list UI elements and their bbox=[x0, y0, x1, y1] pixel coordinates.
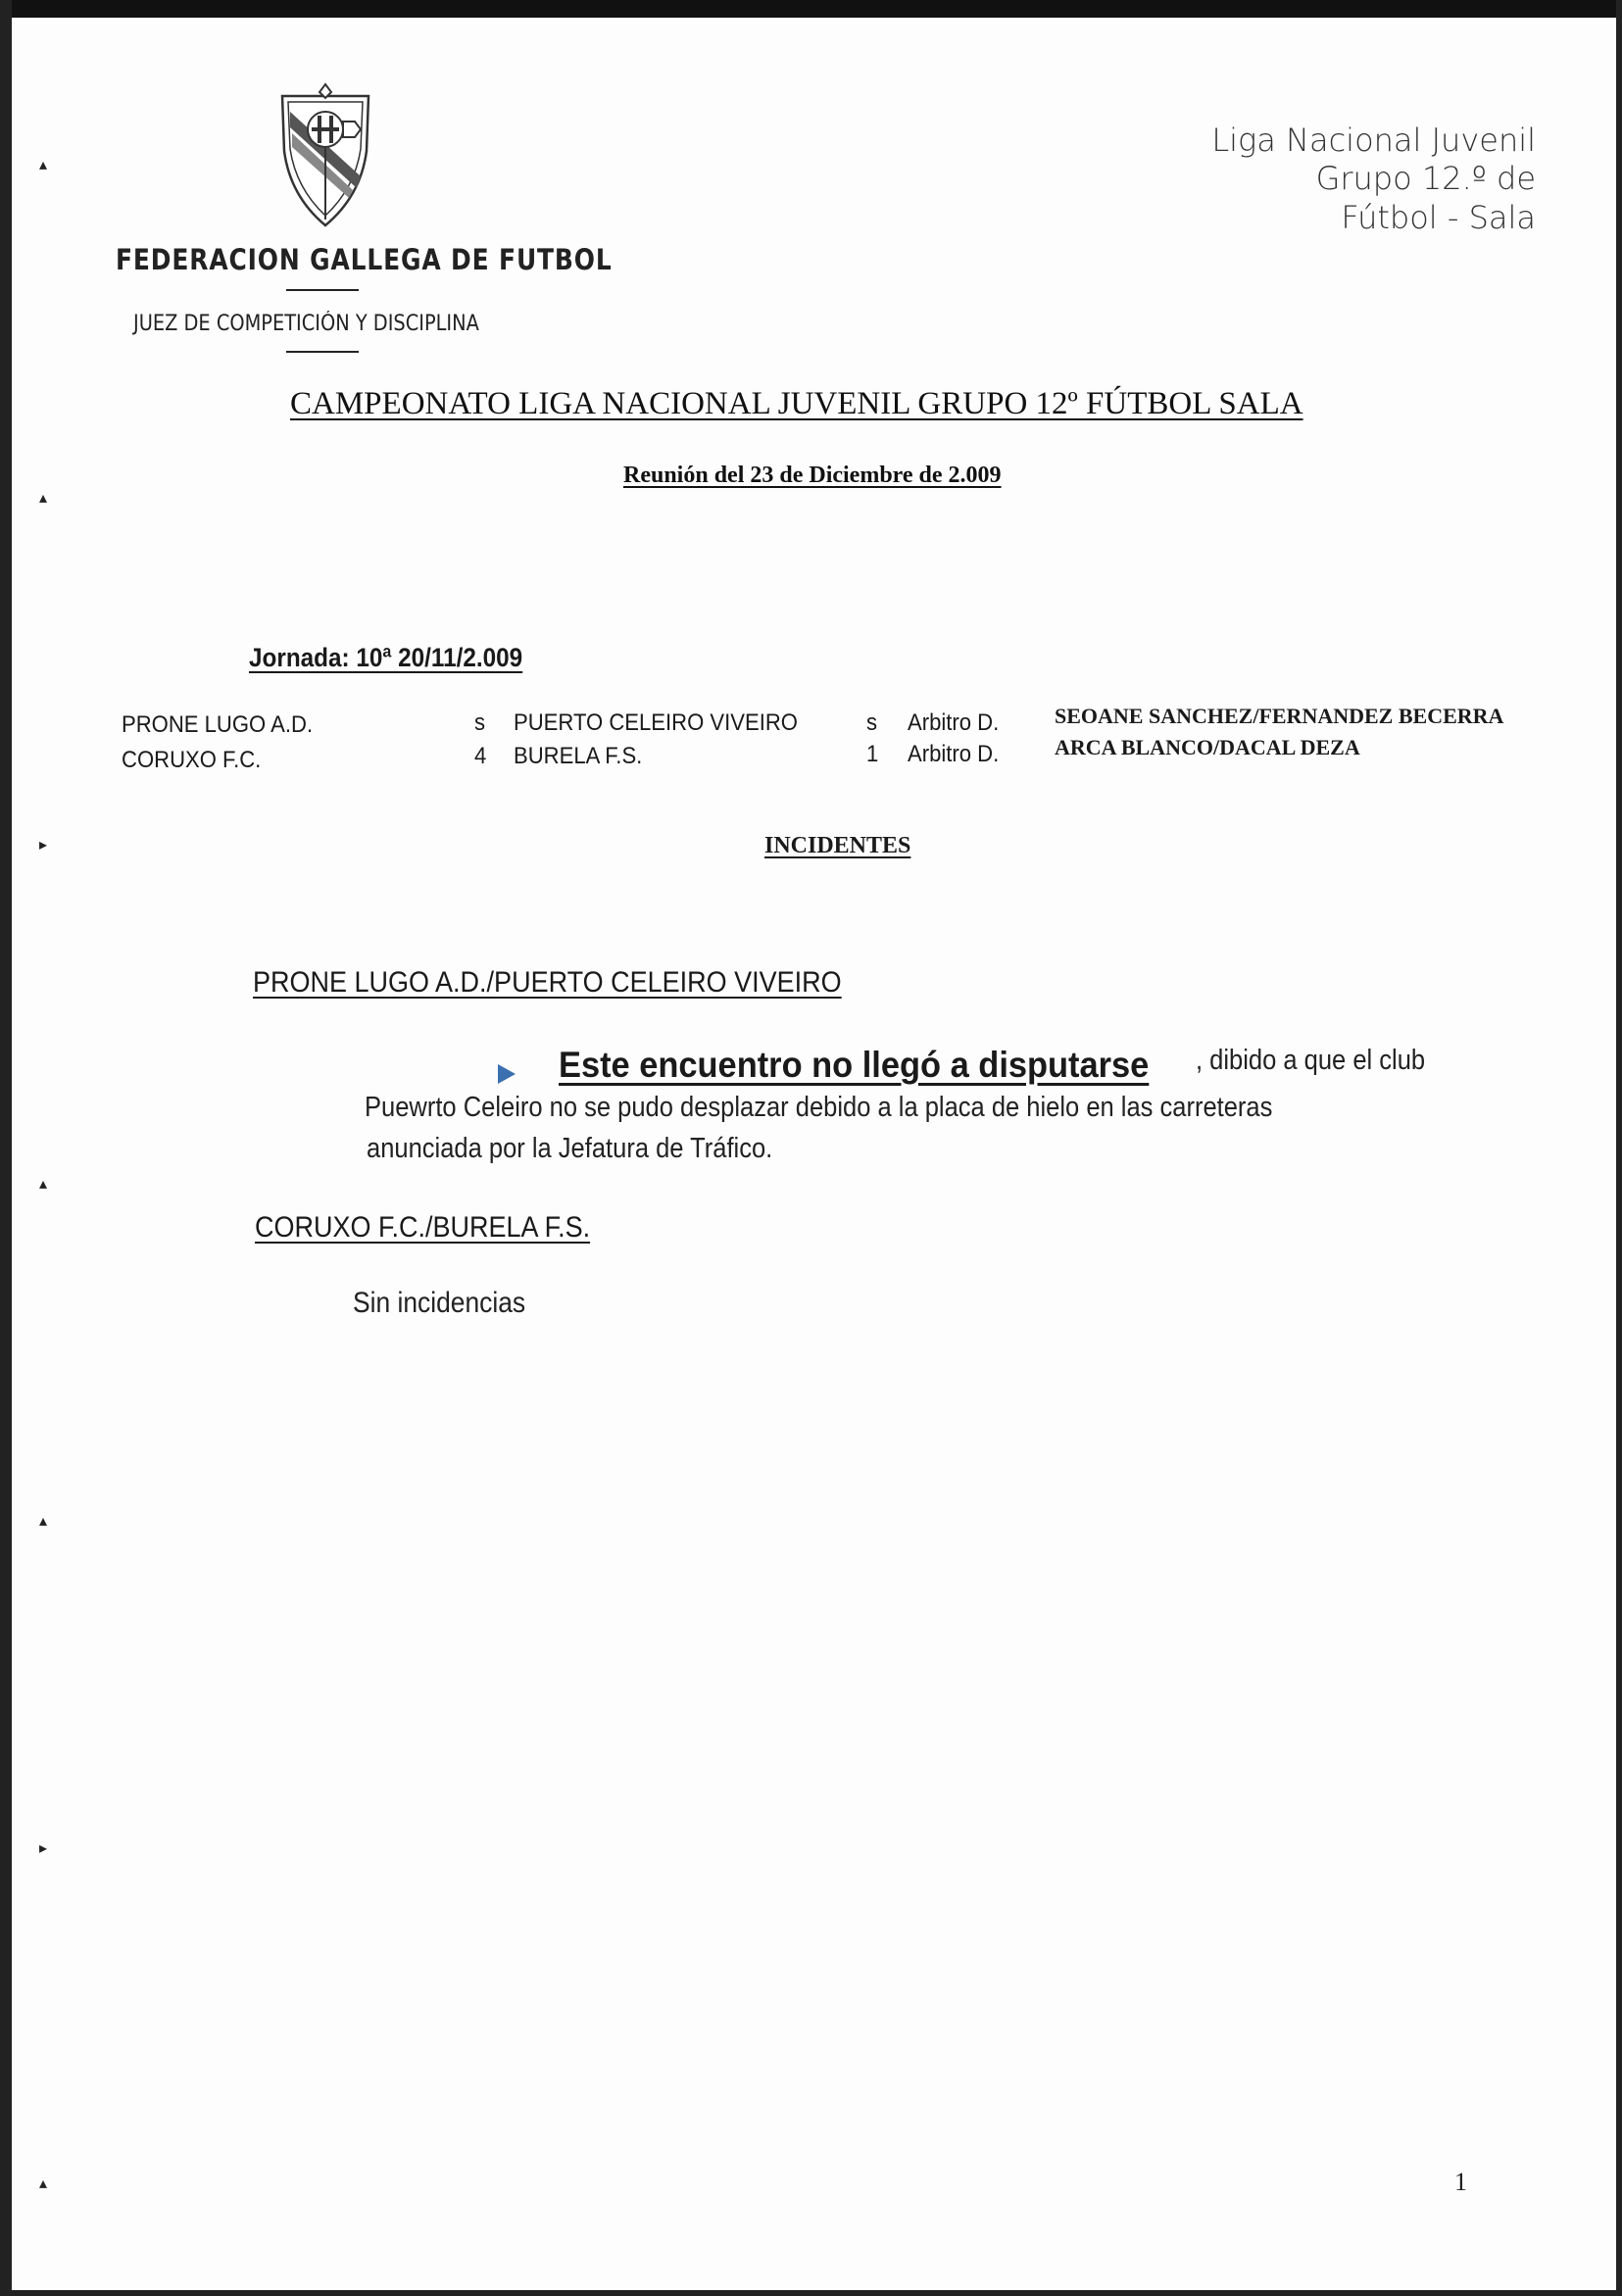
federation-name: FEDERACION GALLEGA DE FUTBOL bbox=[116, 243, 613, 276]
home-score: 4 bbox=[474, 743, 487, 769]
punch-hole-mark: ▴ bbox=[39, 1176, 48, 1193]
incident-text: anunciada por la Jefatura de Tráfico. bbox=[367, 1133, 773, 1164]
home-team: PRONE LUGO A.D. bbox=[122, 711, 314, 738]
scan-border-bottom bbox=[0, 2290, 1622, 2296]
incident-text: Puewrto Celeiro no se pudo desplazar debido a la placa de hielo en las carreteras bbox=[365, 1092, 1273, 1123]
federation-crest-logo bbox=[278, 82, 372, 227]
divider bbox=[286, 351, 359, 353]
page-number: 1 bbox=[1454, 2168, 1467, 2196]
incident-highlight: Este encuentro no llegó a disputarse bbox=[559, 1045, 1150, 1085]
league-name-line-3: Fútbol - Sala bbox=[1341, 199, 1536, 236]
home-score: s bbox=[474, 709, 486, 736]
referees: ARCA BLANCO/DACAL DEZA bbox=[1055, 735, 1360, 759]
incident-text: Sin incidencias bbox=[353, 1287, 526, 1319]
away-score: 1 bbox=[866, 741, 879, 767]
scan-border-left bbox=[0, 0, 12, 2296]
referees: SEOANE SANCHEZ/FERNANDEZ BECERRA bbox=[1055, 704, 1504, 728]
away-team: PUERTO CELEIRO VIVEIRO bbox=[514, 709, 798, 736]
referee-label: Arbitro D. bbox=[908, 709, 1000, 736]
document-title: CAMPEONATO LIGA NACIONAL JUVENIL GRUPO 12º FÚTBOL SALA bbox=[290, 386, 1303, 421]
punch-hole-mark: ▸ bbox=[39, 1840, 48, 1857]
incident-text: , dibido a que el club bbox=[1196, 1045, 1426, 1076]
divider bbox=[286, 289, 359, 291]
league-name-line-2: Grupo 12.º de bbox=[1315, 160, 1536, 197]
punch-hole-mark: ▴ bbox=[39, 2175, 48, 2192]
scan-border-right bbox=[1616, 0, 1622, 2296]
home-team: CORUXO F.C. bbox=[122, 747, 262, 773]
away-score: s bbox=[866, 709, 878, 736]
league-name-line-1: Liga Nacional Juvenil bbox=[1211, 122, 1536, 159]
punch-hole-mark: ▴ bbox=[39, 1513, 48, 1530]
incident-match-heading: PRONE LUGO A.D./PUERTO CELEIRO VIVEIRO bbox=[253, 966, 842, 999]
bullet-arrow-icon bbox=[498, 1064, 516, 1084]
document-page bbox=[14, 20, 1614, 2288]
punch-hole-mark: ▴ bbox=[39, 157, 48, 173]
scan-border-top bbox=[0, 0, 1622, 18]
incident-match-heading: CORUXO F.C./BURELA F.S. bbox=[255, 1211, 591, 1244]
meeting-date: Reunión del 23 de Diciembre de 2.009 bbox=[623, 463, 1002, 488]
away-team: BURELA F.S. bbox=[514, 743, 643, 769]
incidents-title: INCIDENTES bbox=[764, 833, 911, 858]
department-subtitle: JUEZ DE COMPETICIÓN Y DISCIPLINA bbox=[133, 312, 479, 336]
punch-hole-mark: ▴ bbox=[39, 490, 48, 507]
jornada-heading: Jornada: 10ª 20/11/2.009 bbox=[249, 643, 523, 672]
punch-hole-mark: ▸ bbox=[39, 837, 48, 854]
referee-label: Arbitro D. bbox=[908, 741, 1000, 767]
